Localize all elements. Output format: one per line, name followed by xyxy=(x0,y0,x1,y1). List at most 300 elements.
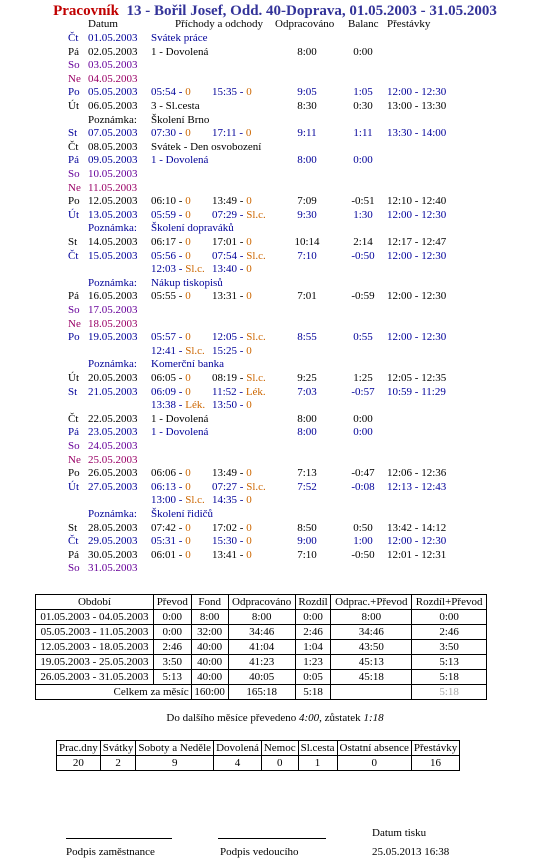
break-interval: 10:59 - 11:29 xyxy=(387,385,446,398)
worked-time: 10:14 xyxy=(294,236,320,248)
date: 16.05.2003 xyxy=(88,290,138,303)
summary-cell: 3:50 xyxy=(412,640,487,655)
day-of-week: St xyxy=(68,521,78,534)
day-of-week: Po xyxy=(68,86,80,99)
summary-header-cell: Rozdíl xyxy=(295,595,331,610)
note-label: Poznámka: xyxy=(88,222,137,235)
summary-total-row xyxy=(36,685,487,700)
stats-header-cell: Nemoc xyxy=(261,741,298,756)
stats-value-cell: 20 xyxy=(57,756,101,771)
stats-value-cell: 9 xyxy=(136,756,214,771)
departure-entry: 13:41 - 0 xyxy=(212,548,252,561)
arrival-code: 0 xyxy=(185,236,191,248)
summary-cell: 41:04 xyxy=(228,640,295,655)
worked-time: 7:09 xyxy=(297,195,317,208)
arrival-entry: 12:41 - Sl.c. xyxy=(151,344,205,357)
col-header-worked: Odpracováno xyxy=(275,18,335,30)
summary-row xyxy=(36,610,487,625)
worked-time: 7:03 xyxy=(297,385,317,398)
col-header-balance: Balanc xyxy=(348,18,379,30)
departure-entry: 15:35 - 0 xyxy=(212,86,252,99)
arrival-entry: 05:54 - 0 xyxy=(151,86,191,99)
stats-header-cell: Svátky xyxy=(100,741,136,756)
day-of-week: Ne xyxy=(68,317,81,330)
break-interval: 13:30 - 14:00 xyxy=(387,127,447,140)
arrival-entry: 12:03 - Sl.c. xyxy=(151,263,205,276)
day-of-week: Čt xyxy=(68,249,79,262)
day-of-week: Pá xyxy=(68,548,79,561)
balance: 1:30 xyxy=(353,208,373,221)
day-of-week: Út xyxy=(68,480,79,493)
summary-header-cell: Období xyxy=(36,595,154,610)
departure-code: 0 xyxy=(246,195,252,208)
departure-code: 0 xyxy=(246,535,252,548)
date: 17.05.2003 xyxy=(88,304,138,316)
date: 10.05.2003 xyxy=(88,168,138,180)
departure-entry: 07:54 - Sl.c. xyxy=(212,249,266,262)
day-of-week: Čt xyxy=(68,535,79,548)
balance: -0:08 xyxy=(351,480,375,493)
arrival-code: 0 xyxy=(185,127,191,140)
date: 29.05.2003 xyxy=(88,535,138,548)
break-interval: 13:00 - 13:30 xyxy=(387,100,447,112)
summary-total-fond: 160:00 xyxy=(191,685,228,700)
date: 26.05.2003 xyxy=(88,467,138,480)
stats-value-cell: 1 xyxy=(298,756,337,771)
worked-time: 9:11 xyxy=(297,127,317,140)
date: 02.05.2003 xyxy=(88,45,138,58)
departure-entry: 17:01 - 0 xyxy=(212,236,252,248)
summary-row xyxy=(36,640,487,655)
departure-entry: 13:31 - 0 xyxy=(212,290,252,303)
departure-code: 0 xyxy=(246,344,252,357)
arrival-entry: 06:05 - 0 xyxy=(151,372,191,384)
worked-time: 8:00 xyxy=(297,426,317,439)
departure-entry: 14:35 - 0 xyxy=(212,494,252,507)
departure-code: 0 xyxy=(245,127,252,140)
day-of-week: St xyxy=(68,385,78,398)
stats-header-cell: Ostatní absence xyxy=(337,741,411,756)
departure-entry: 11:52 - Lék. xyxy=(212,385,266,398)
summary-total-empty xyxy=(331,685,412,700)
carry-over-line xyxy=(0,712,550,724)
col-header-arrivals: Příchody a odchody xyxy=(175,18,263,30)
arrival-entry: 05:59 - 0 xyxy=(151,208,191,221)
summary-cell: 34:46 xyxy=(228,625,295,640)
arrival-code: Sl.c. xyxy=(185,263,205,276)
summary-cell: 43:50 xyxy=(331,640,412,655)
date: 25.05.2003 xyxy=(88,453,138,466)
arrival-entry: 1 - Dovolená xyxy=(151,412,209,425)
arrival-entry: 1 - Dovolená xyxy=(151,154,209,167)
stats-value-cell: 2 xyxy=(100,756,136,771)
summary-total-last: 5:18 xyxy=(412,685,487,700)
worked-time: 7:13 xyxy=(297,467,317,480)
departure-entry: 07:29 - Sl.c. xyxy=(212,208,266,221)
departure-code: 0 xyxy=(246,399,252,412)
summary-cell: 26.05.2003 - 31.05.2003 xyxy=(36,670,154,685)
print-date-value: 25.05.2013 16:38 xyxy=(372,846,450,858)
balance: 0:00 xyxy=(353,412,373,425)
arrival-code: 0 xyxy=(185,372,191,384)
break-interval: 12:00 - 12:30 xyxy=(387,249,447,262)
balance: 0:55 xyxy=(353,331,373,344)
date: 06.05.2003 xyxy=(88,100,138,112)
date: 18.05.2003 xyxy=(88,317,138,330)
summary-header-cell: Rozdíl+Převod xyxy=(412,595,487,610)
break-interval: 12:01 - 12:31 xyxy=(387,548,447,561)
departure-code: 0 xyxy=(246,494,252,507)
day-of-week: Pá xyxy=(68,45,79,58)
day-of-week: Ne xyxy=(68,453,81,466)
note-text: Komerční banka xyxy=(151,358,224,371)
note-label: Poznámka: xyxy=(88,508,137,520)
carry-rest: 1:18 xyxy=(363,712,384,724)
balance: -0:50 xyxy=(351,249,375,262)
break-interval: 13:42 - 14:12 xyxy=(387,521,447,534)
arrival-code: Lék. xyxy=(185,399,206,412)
day-of-week: So xyxy=(68,168,80,180)
manager-signature-label: Podpis vedoucího xyxy=(220,846,299,858)
balance: -0:51 xyxy=(351,195,375,208)
day-of-week: So xyxy=(68,562,80,575)
arrival-entry: 06:10 - 0 xyxy=(151,195,191,208)
carry-text: Do dalšího měsíce převedeno xyxy=(166,712,299,724)
stats-value-row xyxy=(57,756,460,771)
summary-header-cell: Odpracováno xyxy=(228,595,295,610)
balance: 1:00 xyxy=(353,535,373,548)
arrival-entry: 06:01 - 0 xyxy=(151,548,191,561)
summary-cell: 34:46 xyxy=(331,625,412,640)
date: 07.05.2003 xyxy=(88,127,138,140)
departure-entry: 17:11 - 0 xyxy=(212,127,252,140)
stats-header-cell: Sl.cesta xyxy=(298,741,337,756)
stats-header-row xyxy=(57,741,460,756)
note-label: Poznámka: xyxy=(88,113,137,126)
date: 27.05.2003 xyxy=(88,480,138,493)
arrival-code: 0 xyxy=(185,86,191,99)
day-of-week: Út xyxy=(68,208,79,221)
summary-total-label: Celkem za měsíc xyxy=(36,685,192,700)
departure-code: 0 xyxy=(246,290,252,303)
departure-entry: 13:49 - 0 xyxy=(212,195,252,208)
summary-cell: 32:00 xyxy=(191,625,228,640)
day-of-week: So xyxy=(68,440,80,452)
break-interval: 12:00 - 12:30 xyxy=(387,86,447,99)
worked-time: 8:30 xyxy=(297,100,317,112)
summary-cell: 1:04 xyxy=(295,640,331,655)
break-interval: 12:00 - 12:30 xyxy=(387,208,447,221)
arrival-code: 0 xyxy=(185,195,191,208)
worked-time: 8:00 xyxy=(297,412,317,425)
summary-cell: 0:00 xyxy=(412,610,487,625)
summary-header-cell: Převod xyxy=(153,595,191,610)
arrival-entry: Svátek práce xyxy=(151,32,208,44)
balance: 0:00 xyxy=(353,426,373,439)
summary-cell: 8:00 xyxy=(228,610,295,625)
manager-signature-line xyxy=(218,838,326,839)
worked-time: 9:30 xyxy=(297,208,317,221)
summary-total-worked: 165:18 xyxy=(228,685,295,700)
balance: 1:05 xyxy=(353,86,373,99)
arrival-code: Sl.c. xyxy=(185,344,205,357)
arrival-entry: 1 - Dovolená xyxy=(151,45,209,58)
date: 14.05.2003 xyxy=(88,236,138,248)
arrival-entry: 05:55 - 0 xyxy=(151,290,191,303)
date: 20.05.2003 xyxy=(88,372,138,384)
departure-code: 0 xyxy=(246,236,252,248)
arrival-entry: 07:42 - 0 xyxy=(151,521,191,534)
balance: 0:50 xyxy=(353,521,373,534)
summary-cell: 1:23 xyxy=(295,655,331,670)
summary-header-cell: Fond xyxy=(191,595,228,610)
summary-row xyxy=(36,670,487,685)
date: 19.05.2003 xyxy=(88,331,138,344)
carry-value: 4:00 xyxy=(298,712,320,724)
arrival-code: 0 xyxy=(185,385,191,398)
day-of-week: Po xyxy=(68,331,80,344)
arrival-entry: 13:38 - Lék. xyxy=(151,399,206,412)
departure-entry: 07:27 - Sl.c. xyxy=(212,480,266,493)
arrival-code: 0 xyxy=(185,521,191,534)
departure-code: Sl.c. xyxy=(246,331,266,344)
employee-signature-label: Podpis zaměstnance xyxy=(66,846,155,858)
summary-cell: 0:00 xyxy=(153,625,191,640)
day-of-week: Pá xyxy=(68,290,79,303)
summary-cell: 0:05 xyxy=(295,670,331,685)
note-text: Školení dopraváků xyxy=(151,222,234,235)
balance: 2:14 xyxy=(353,236,373,248)
date: 21.05.2003 xyxy=(88,385,138,398)
day-of-week: St xyxy=(68,236,78,248)
date: 09.05.2003 xyxy=(88,154,138,167)
break-interval: 12:00 - 12:30 xyxy=(387,290,447,303)
arrival-entry: 13:00 - Sl.c. xyxy=(151,494,205,507)
arrival-code: 0 xyxy=(185,467,191,480)
balance: -0:57 xyxy=(351,385,375,398)
departure-code: 0 xyxy=(246,263,252,276)
day-of-week: So xyxy=(68,59,80,72)
arrival-code: 0 xyxy=(185,535,191,548)
summary-cell: 01.05.2003 - 04.05.2003 xyxy=(36,610,154,625)
day-of-week: Čt xyxy=(68,412,79,425)
summary-cell: 19.05.2003 - 25.05.2003 xyxy=(36,655,154,670)
summary-cell: 12.05.2003 - 18.05.2003 xyxy=(36,640,154,655)
departure-code: Sl.c. xyxy=(246,480,266,493)
departure-code: 0 xyxy=(246,548,252,561)
note-label: Poznámka: xyxy=(88,276,137,289)
worked-time: 8:50 xyxy=(297,521,317,534)
summary-cell: 05.05.2003 - 11.05.2003 xyxy=(36,625,154,640)
date: 22.05.2003 xyxy=(88,412,138,425)
departure-code: Sl.c. xyxy=(246,249,266,262)
date: 03.05.2003 xyxy=(88,59,138,72)
stats-header-cell: Prac.dny xyxy=(57,741,101,756)
statistics-table xyxy=(56,740,460,771)
summary-header-row xyxy=(36,595,487,610)
worked-time: 9:00 xyxy=(297,535,317,548)
summary-cell: 45:18 xyxy=(331,670,412,685)
date: 12.05.2003 xyxy=(88,195,138,208)
break-interval: 12:06 - 12:36 xyxy=(387,467,447,480)
summary-cell: 0:00 xyxy=(153,610,191,625)
worked-time: 7:10 xyxy=(297,249,317,262)
departure-entry: 15:25 - 0 xyxy=(212,344,252,357)
date: 28.05.2003 xyxy=(88,521,138,534)
worked-time: 8:00 xyxy=(297,154,317,167)
arrival-entry: 06:09 - 0 xyxy=(151,385,191,398)
report-title-text: 13 - Bořil Josef, Odd. 40-Doprava, 01.05.2003 - 31.05.2003 xyxy=(126,3,497,19)
departure-code: 0 xyxy=(246,521,252,534)
break-interval: 12:05 - 12:35 xyxy=(387,372,447,384)
arrival-entry: Svátek - Den osvobození xyxy=(151,140,262,153)
worked-time: 8:55 xyxy=(297,331,317,344)
departure-entry: 13:50 - 0 xyxy=(212,399,252,412)
summary-cell: 5:13 xyxy=(153,670,191,685)
departure-entry: 12:05 - Sl.c. xyxy=(212,331,266,344)
arrival-entry: 1 - Dovolená xyxy=(151,426,209,439)
date: 13.05.2003 xyxy=(88,208,138,221)
day-of-week: Čt xyxy=(68,140,79,153)
departure-entry: 08:19 - Sl.c. xyxy=(212,372,266,384)
summary-cell: 2:46 xyxy=(412,625,487,640)
arrival-code: 0 xyxy=(185,331,191,344)
summary-cell: 40:00 xyxy=(191,670,228,685)
departure-code: Sl.c. xyxy=(246,208,266,221)
worked-time: 8:00 xyxy=(297,45,317,58)
balance: 1:25 xyxy=(353,372,373,384)
break-interval: 12:00 - 12:30 xyxy=(387,535,447,548)
summary-cell: 3:50 xyxy=(153,655,191,670)
date: 05.05.2003 xyxy=(88,86,138,99)
arrival-entry: 07:30 - 0 xyxy=(151,127,191,140)
summary-header-cell: Odprac.+Převod xyxy=(331,595,412,610)
departure-entry: 13:49 - 0 xyxy=(212,467,252,480)
day-of-week: Po xyxy=(68,467,80,480)
balance: 0:00 xyxy=(353,154,373,167)
summary-cell: 41:23 xyxy=(228,655,295,670)
summary-cell: 40:00 xyxy=(191,640,228,655)
stats-value-cell: 4 xyxy=(214,756,262,771)
summary-cell: 0:00 xyxy=(295,610,331,625)
stats-value-cell: 0 xyxy=(337,756,411,771)
summary-cell: 45:13 xyxy=(331,655,412,670)
day-of-week: Ne xyxy=(68,72,81,85)
date: 24.05.2003 xyxy=(88,440,138,452)
break-interval: 12:13 - 12:43 xyxy=(387,480,447,493)
date: 23.05.2003 xyxy=(88,426,138,439)
departure-code: 0 xyxy=(246,467,252,480)
arrival-code: 0 xyxy=(185,290,191,303)
day-of-week: Pá xyxy=(68,154,79,167)
summary-cell: 2:46 xyxy=(295,625,331,640)
break-interval: 12:00 - 12:30 xyxy=(387,331,447,344)
summary-cell: 40:00 xyxy=(191,655,228,670)
summary-total-diff: 5:18 xyxy=(295,685,331,700)
worked-time: 9:05 xyxy=(297,86,317,99)
day-of-week: Út xyxy=(68,372,79,384)
balance: 1:11 xyxy=(353,127,373,140)
note-label: Poznámka: xyxy=(88,358,137,371)
carry-text-2: , zůstatek xyxy=(319,712,364,724)
arrival-code: 0 xyxy=(185,249,191,262)
arrival-entry: 05:56 - 0 xyxy=(151,249,191,262)
note-text: Školení řidičů xyxy=(151,508,214,520)
break-interval: 12:17 - 12:47 xyxy=(387,236,447,248)
worked-time: 7:52 xyxy=(297,480,317,493)
departure-entry: 13:40 - 0 xyxy=(212,263,252,276)
summary-cell: 5:18 xyxy=(412,670,487,685)
arrival-entry: 06:17 - 0 xyxy=(151,236,191,248)
worked-time: 7:01 xyxy=(297,290,317,303)
summary-cell: 8:00 xyxy=(191,610,228,625)
stats-header-cell: Přestávky xyxy=(411,741,459,756)
note-text: Nákup tiskopisů xyxy=(151,276,223,289)
arrival-entry: 05:31 - 0 xyxy=(151,535,191,548)
col-header-date: Datum xyxy=(88,18,118,30)
balance: -0:59 xyxy=(351,290,375,303)
date: 15.05.2003 xyxy=(88,249,138,262)
day-of-week: St xyxy=(68,127,78,140)
arrival-code: 0 xyxy=(185,480,191,493)
date: 01.05.2003 xyxy=(88,32,138,44)
summary-cell: 5:13 xyxy=(412,655,487,670)
worked-time: 9:25 xyxy=(297,372,317,384)
summary-cell: 40:05 xyxy=(228,670,295,685)
day-of-week: So xyxy=(68,304,80,316)
day-of-week: Čt xyxy=(68,32,79,44)
employee-signature-line xyxy=(66,838,172,839)
arrival-code: 0 xyxy=(185,208,191,221)
arrival-entry: 3 - Sl.cesta xyxy=(151,100,200,112)
date: 04.05.2003 xyxy=(88,72,138,85)
date: 11.05.2003 xyxy=(88,181,138,194)
summary-cell: 2:46 xyxy=(153,640,191,655)
departure-code: Lék. xyxy=(245,385,266,398)
balance: -0:50 xyxy=(351,548,375,561)
balance: -0:47 xyxy=(351,467,375,480)
report-title-label: Pracovník xyxy=(53,3,119,19)
arrival-entry: 06:13 - 0 xyxy=(151,480,191,493)
stats-value-cell: 0 xyxy=(261,756,298,771)
summary-row xyxy=(36,655,487,670)
day-of-week: Út xyxy=(68,100,79,112)
arrival-code: 0 xyxy=(185,548,191,561)
arrival-code: Sl.c. xyxy=(185,494,205,507)
print-date-label: Datum tisku xyxy=(372,827,427,839)
day-of-week: Ne xyxy=(68,181,81,194)
date: 08.05.2003 xyxy=(88,140,138,153)
summary-cell: 8:00 xyxy=(331,610,412,625)
note-text: Školení Brno xyxy=(151,113,210,126)
summary-row xyxy=(36,625,487,640)
worked-time: 7:10 xyxy=(297,548,317,561)
balance: 0:00 xyxy=(353,45,373,58)
break-interval: 12:10 - 12:40 xyxy=(387,195,447,208)
date: 30.05.2003 xyxy=(88,548,138,561)
day-of-week: Pá xyxy=(68,426,79,439)
stats-header-cell: Soboty a Neděle xyxy=(136,741,214,756)
day-of-week: Po xyxy=(68,195,80,208)
period-summary-table xyxy=(35,594,487,700)
arrival-entry: 06:06 - 0 xyxy=(151,467,191,480)
date: 31.05.2003 xyxy=(88,562,138,575)
departure-code: Sl.c. xyxy=(246,372,266,384)
stats-header-cell: Dovolená xyxy=(214,741,262,756)
stats-value-cell: 16 xyxy=(411,756,459,771)
col-header-breaks: Přestávky xyxy=(387,18,431,30)
balance: 0:30 xyxy=(353,100,373,112)
